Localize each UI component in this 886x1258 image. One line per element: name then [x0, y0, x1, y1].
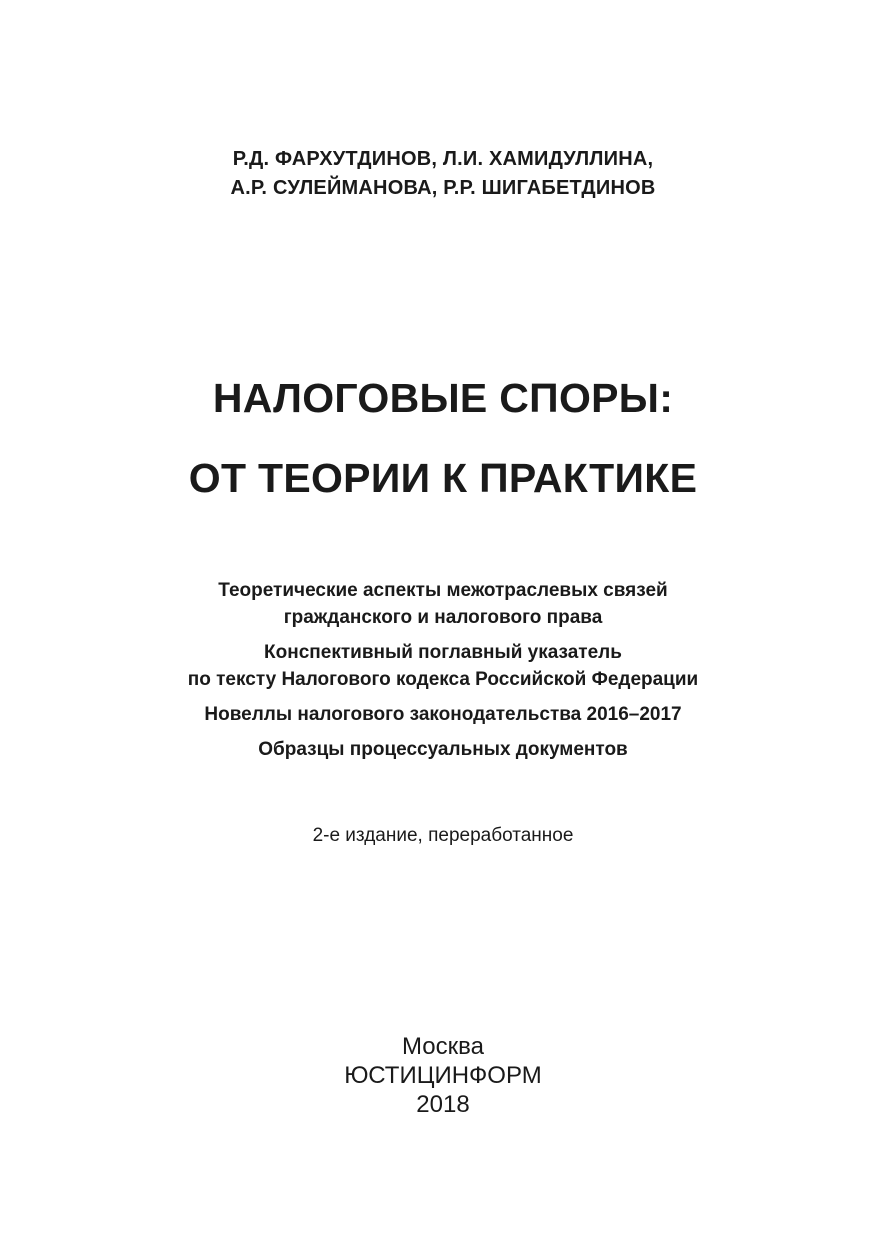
subtitle-line: Новеллы налогового законодательства 2016–2017	[204, 704, 682, 725]
edition	[0, 822, 886, 850]
subtitle-line: Теоретические аспекты межотраслевых связей	[218, 580, 668, 601]
imprint-year: 2018	[416, 1091, 470, 1118]
authors	[0, 145, 886, 203]
edition-text: 2-е издание, переработанное	[312, 825, 574, 846]
subtitle-line: по тексту Налогового кодекса Российской Федерации	[187, 669, 699, 690]
title-line-2: ОТ ТЕОРИИ К ПРАКТИКЕ	[188, 455, 698, 501]
title-line-1: НАЛОГОВЫЕ СПОРЫ:	[212, 375, 674, 421]
subtitle-theory	[0, 577, 886, 631]
authors-line-1: Р.Д. ФАРХУТДИНОВ, Л.И. ХАМИДУЛЛИНА,	[232, 148, 654, 170]
subtitle-novelties	[0, 701, 886, 728]
imprint-city: Москва	[402, 1033, 484, 1060]
imprint	[0, 1032, 886, 1119]
authors-line-2: А.Р. СУЛЕЙМАНОВА, Р.Р. ШИГАБЕТДИНОВ	[230, 177, 656, 199]
subtitle-line: Образцы процессуальных документов	[258, 739, 628, 760]
imprint-publisher: ЮСТИЦИНФОРМ	[344, 1062, 542, 1089]
subtitle-line: Конспективный поглавный указатель	[264, 642, 622, 663]
subtitles	[0, 577, 886, 771]
subtitle-line: гражданского и налогового права	[283, 607, 603, 628]
book-title	[0, 358, 886, 518]
subtitle-index	[0, 639, 886, 693]
subtitle-samples	[0, 736, 886, 763]
